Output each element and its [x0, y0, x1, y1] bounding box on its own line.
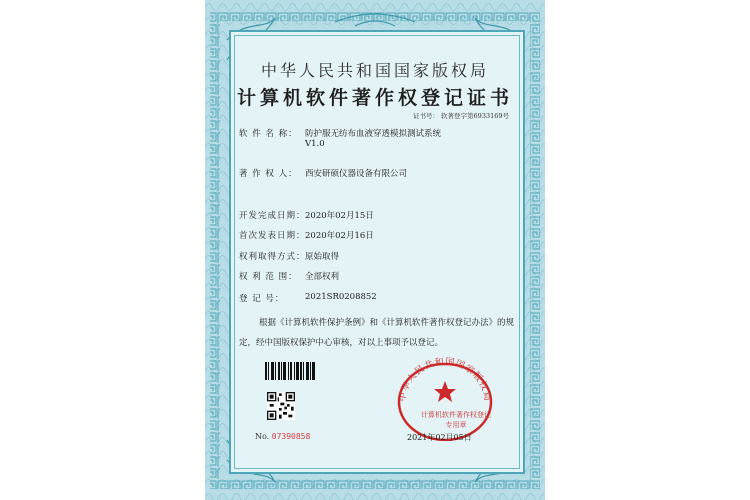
field-label-rights-scope: 权 利 范 围： — [239, 272, 298, 282]
statement-paragraph — [239, 313, 521, 353]
serial-number — [255, 432, 310, 441]
field-value-publication-date: 2020年02月16日 — [305, 231, 374, 241]
serial-label: No. — [255, 432, 270, 441]
field-label-publication-date: 首次发表日期： — [239, 231, 306, 241]
field-label-completion-date: 开发完成日期： — [239, 211, 306, 221]
issuer-heading: 中华人民共和国国家版权局 — [260, 61, 489, 80]
statement-line-2: 规定，经中国版权保护中心审核，对以上事项予以登记。 — [239, 318, 515, 348]
field-value-rights-scope: 全部权利 — [305, 272, 340, 282]
field-value-copyright-owner: 西安研硕仪器设备有限公司 — [305, 169, 408, 179]
barcode-image — [265, 362, 315, 380]
field-value-registration-number: 2021SR0208852 — [305, 292, 377, 302]
field-label-acquisition-method: 权利取得方式： — [239, 252, 306, 262]
certificate-number — [413, 111, 509, 120]
statement-line-1: 根据《计算机软件保护条例》和《计算机软件著作权登记办法》的 — [259, 318, 506, 328]
field-value-completion-date: 2020年02月15日 — [305, 211, 374, 221]
field-value-acquisition-method: 原始取得 — [305, 252, 340, 262]
field-value-software-name: 防护服无纺布血液穿透模拟测试系统 — [305, 129, 442, 139]
certificate-number-label: 证书号： — [412, 112, 439, 120]
field-label-software-name: 软 件 名 称： — [239, 129, 298, 139]
certificate-number-value: 软著登字第6933169号 — [441, 112, 509, 120]
issue-date: 2021年02月05日 — [407, 433, 472, 442]
certificate-title: 计算机软件著作权登记证书 — [236, 87, 513, 109]
seal-inner-text: 计算机软件著作权登记专用章 — [421, 411, 491, 429]
field-label-copyright-owner: 著 作 权 人： — [239, 169, 298, 179]
certificate-sheet — [205, 0, 545, 500]
field-value-software-version: V1.0 — [305, 139, 325, 149]
field-label-registration-number: 登 记 号： — [239, 294, 285, 304]
seal-outer-text: 中华人民共和国国家版权局 — [397, 357, 493, 403]
serial-value: 07390858 — [271, 432, 311, 441]
qr-code-image — [267, 392, 295, 420]
